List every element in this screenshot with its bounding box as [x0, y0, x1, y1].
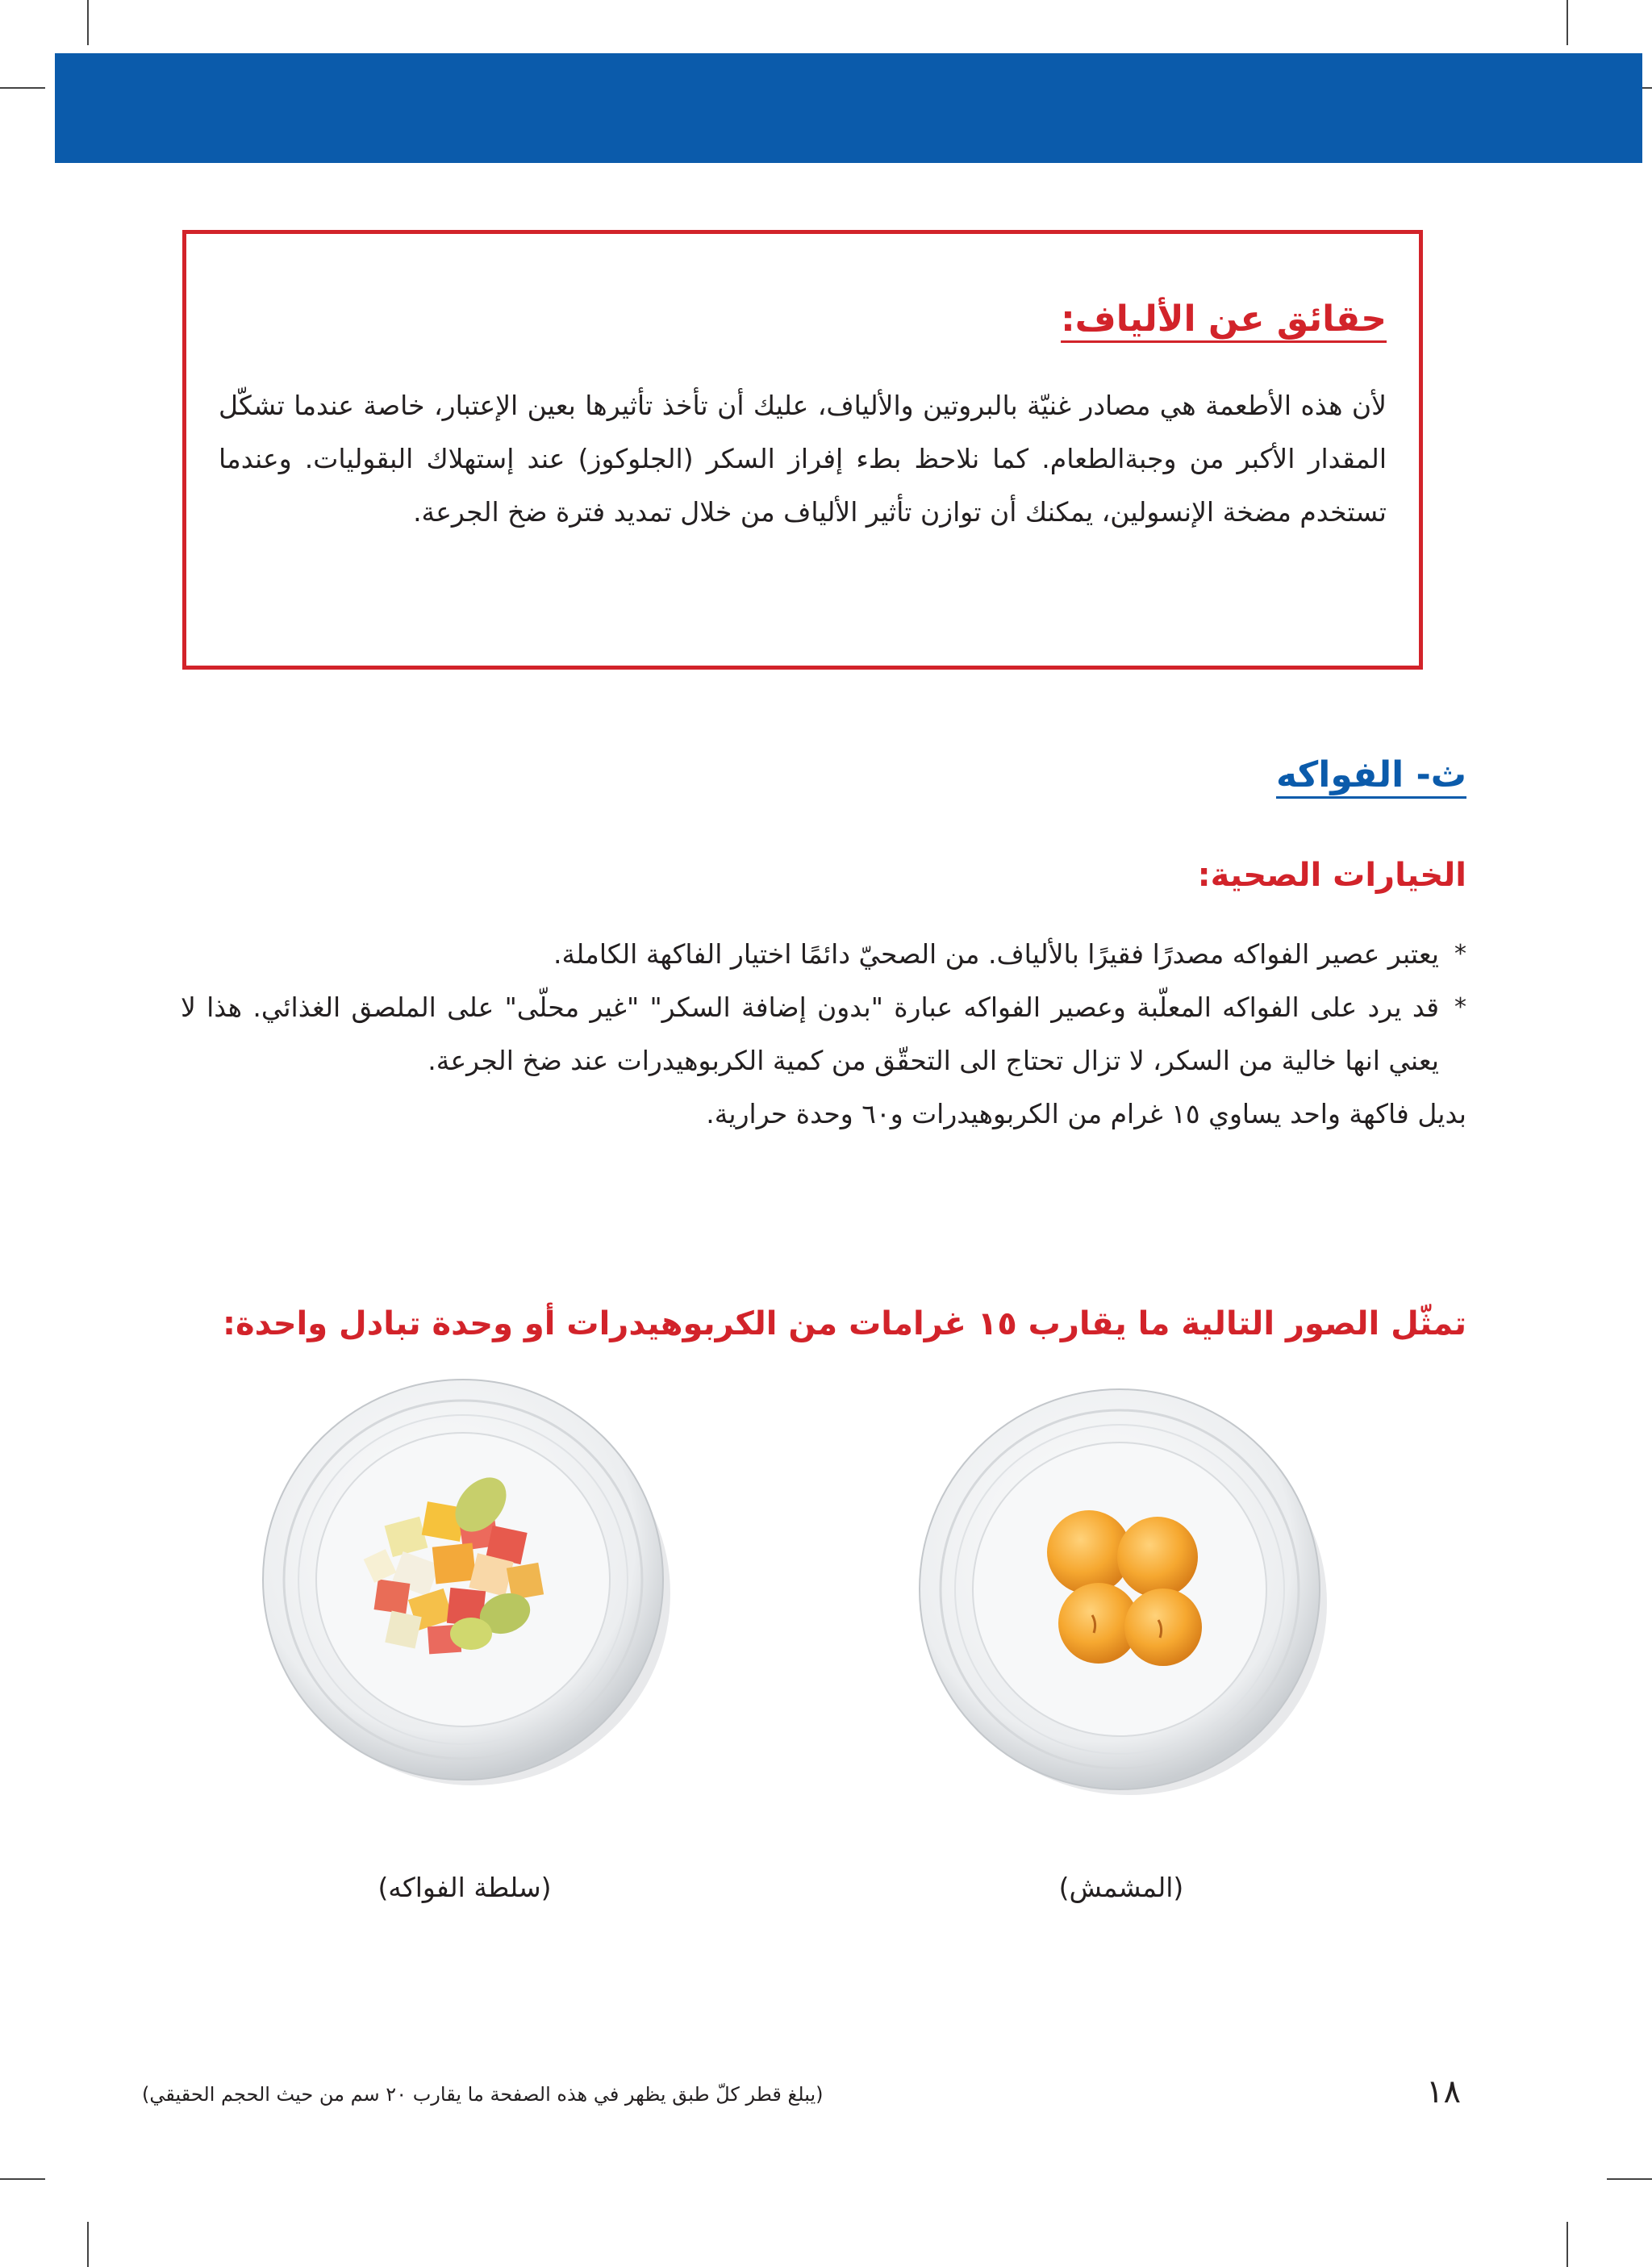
apricot-caption: (المشمش) — [1058, 1872, 1184, 1903]
bullet-marker: * — [1454, 993, 1466, 1021]
healthy-choices-list — [181, 928, 1466, 1141]
crop-mark — [1566, 2222, 1568, 2267]
fruit-salad-plate-illustration — [255, 1371, 674, 1791]
fiber-facts-text: لأن هذه الأطعمة هي مصادر غنيّة بالبروتين والألياف، عليك أن تأخذ تأثيرها بعين الإعتبار، خاصة عندما تشكّل المقدار الأكبر من وجبةالطعام. كما نلاحظ بطء إفراز السكر (الجلوكوز) عند إستهلاك البقوليات. وعندما تستخدم مضخة الإنسولين، يمكنك أن توازن تأثير الألياف من خلال تمديد فترة ضخ الجرعة. — [219, 390, 1387, 528]
apricot-plate-illustration — [912, 1381, 1331, 1801]
crop-mark — [1566, 0, 1568, 45]
crop-mark — [87, 0, 89, 45]
fruit-exchange-note: بديل فاكهة واحد يساوي ١٥ غرام من الكربوهيدرات و٦٠ وحدة حرارية. — [706, 1098, 1466, 1129]
fruit-salad-caption: (سلطة الفواكه) — [378, 1872, 552, 1903]
list-item-text: يعتبر عصير الفواكه مصدرًا فقيرًا بالألياف. من الصحيّ دائمًا اختيار الفاكهة الكاملة. — [553, 938, 1439, 970]
plate-size-footnote: (يبلغ قطر كلّ طبق يظهر في هذه الصفحة ما يقارب ٢٠ سم من حيث الحجم الحقيقي) — [142, 2083, 824, 2106]
page-number: ١٨ — [1426, 2073, 1461, 2110]
healthy-choices-subtitle: الخيارات الصحية: — [1197, 857, 1466, 894]
fiber-facts-title: حقائق عن الألياف: — [1061, 299, 1387, 340]
crop-mark — [1607, 2178, 1652, 2180]
fruits-section-title: ث- الفواكه — [1275, 754, 1466, 795]
list-item — [181, 928, 1466, 981]
images-heading: تمثّل الصور التالية ما يقارب ١٥ غرامات من الكربوهيدرات أو وحدة تبادل واحدة: — [222, 1305, 1466, 1342]
crop-mark — [87, 2222, 89, 2267]
fruit-salad-plate-image — [255, 1371, 674, 1791]
list-item — [181, 981, 1466, 1088]
apricot-plate-image — [912, 1381, 1331, 1801]
list-item-text: قد يرد على الفواكه المعلّبة وعصير الفواكه عبارة "بدون إضافة السكر" "غير محلّى" على الملصق الغذائي. هذا لا يعني انها خالية من السكر، لا تزال تحتاج الى التحقّق من كمية الكربوهيدرات عند ضخ الجرعة. — [181, 992, 1439, 1076]
bullet-marker: * — [1454, 940, 1466, 968]
header-bar — [55, 53, 1642, 163]
crop-mark — [0, 2178, 45, 2180]
crop-mark — [0, 87, 45, 89]
fiber-facts-box — [182, 230, 1423, 670]
